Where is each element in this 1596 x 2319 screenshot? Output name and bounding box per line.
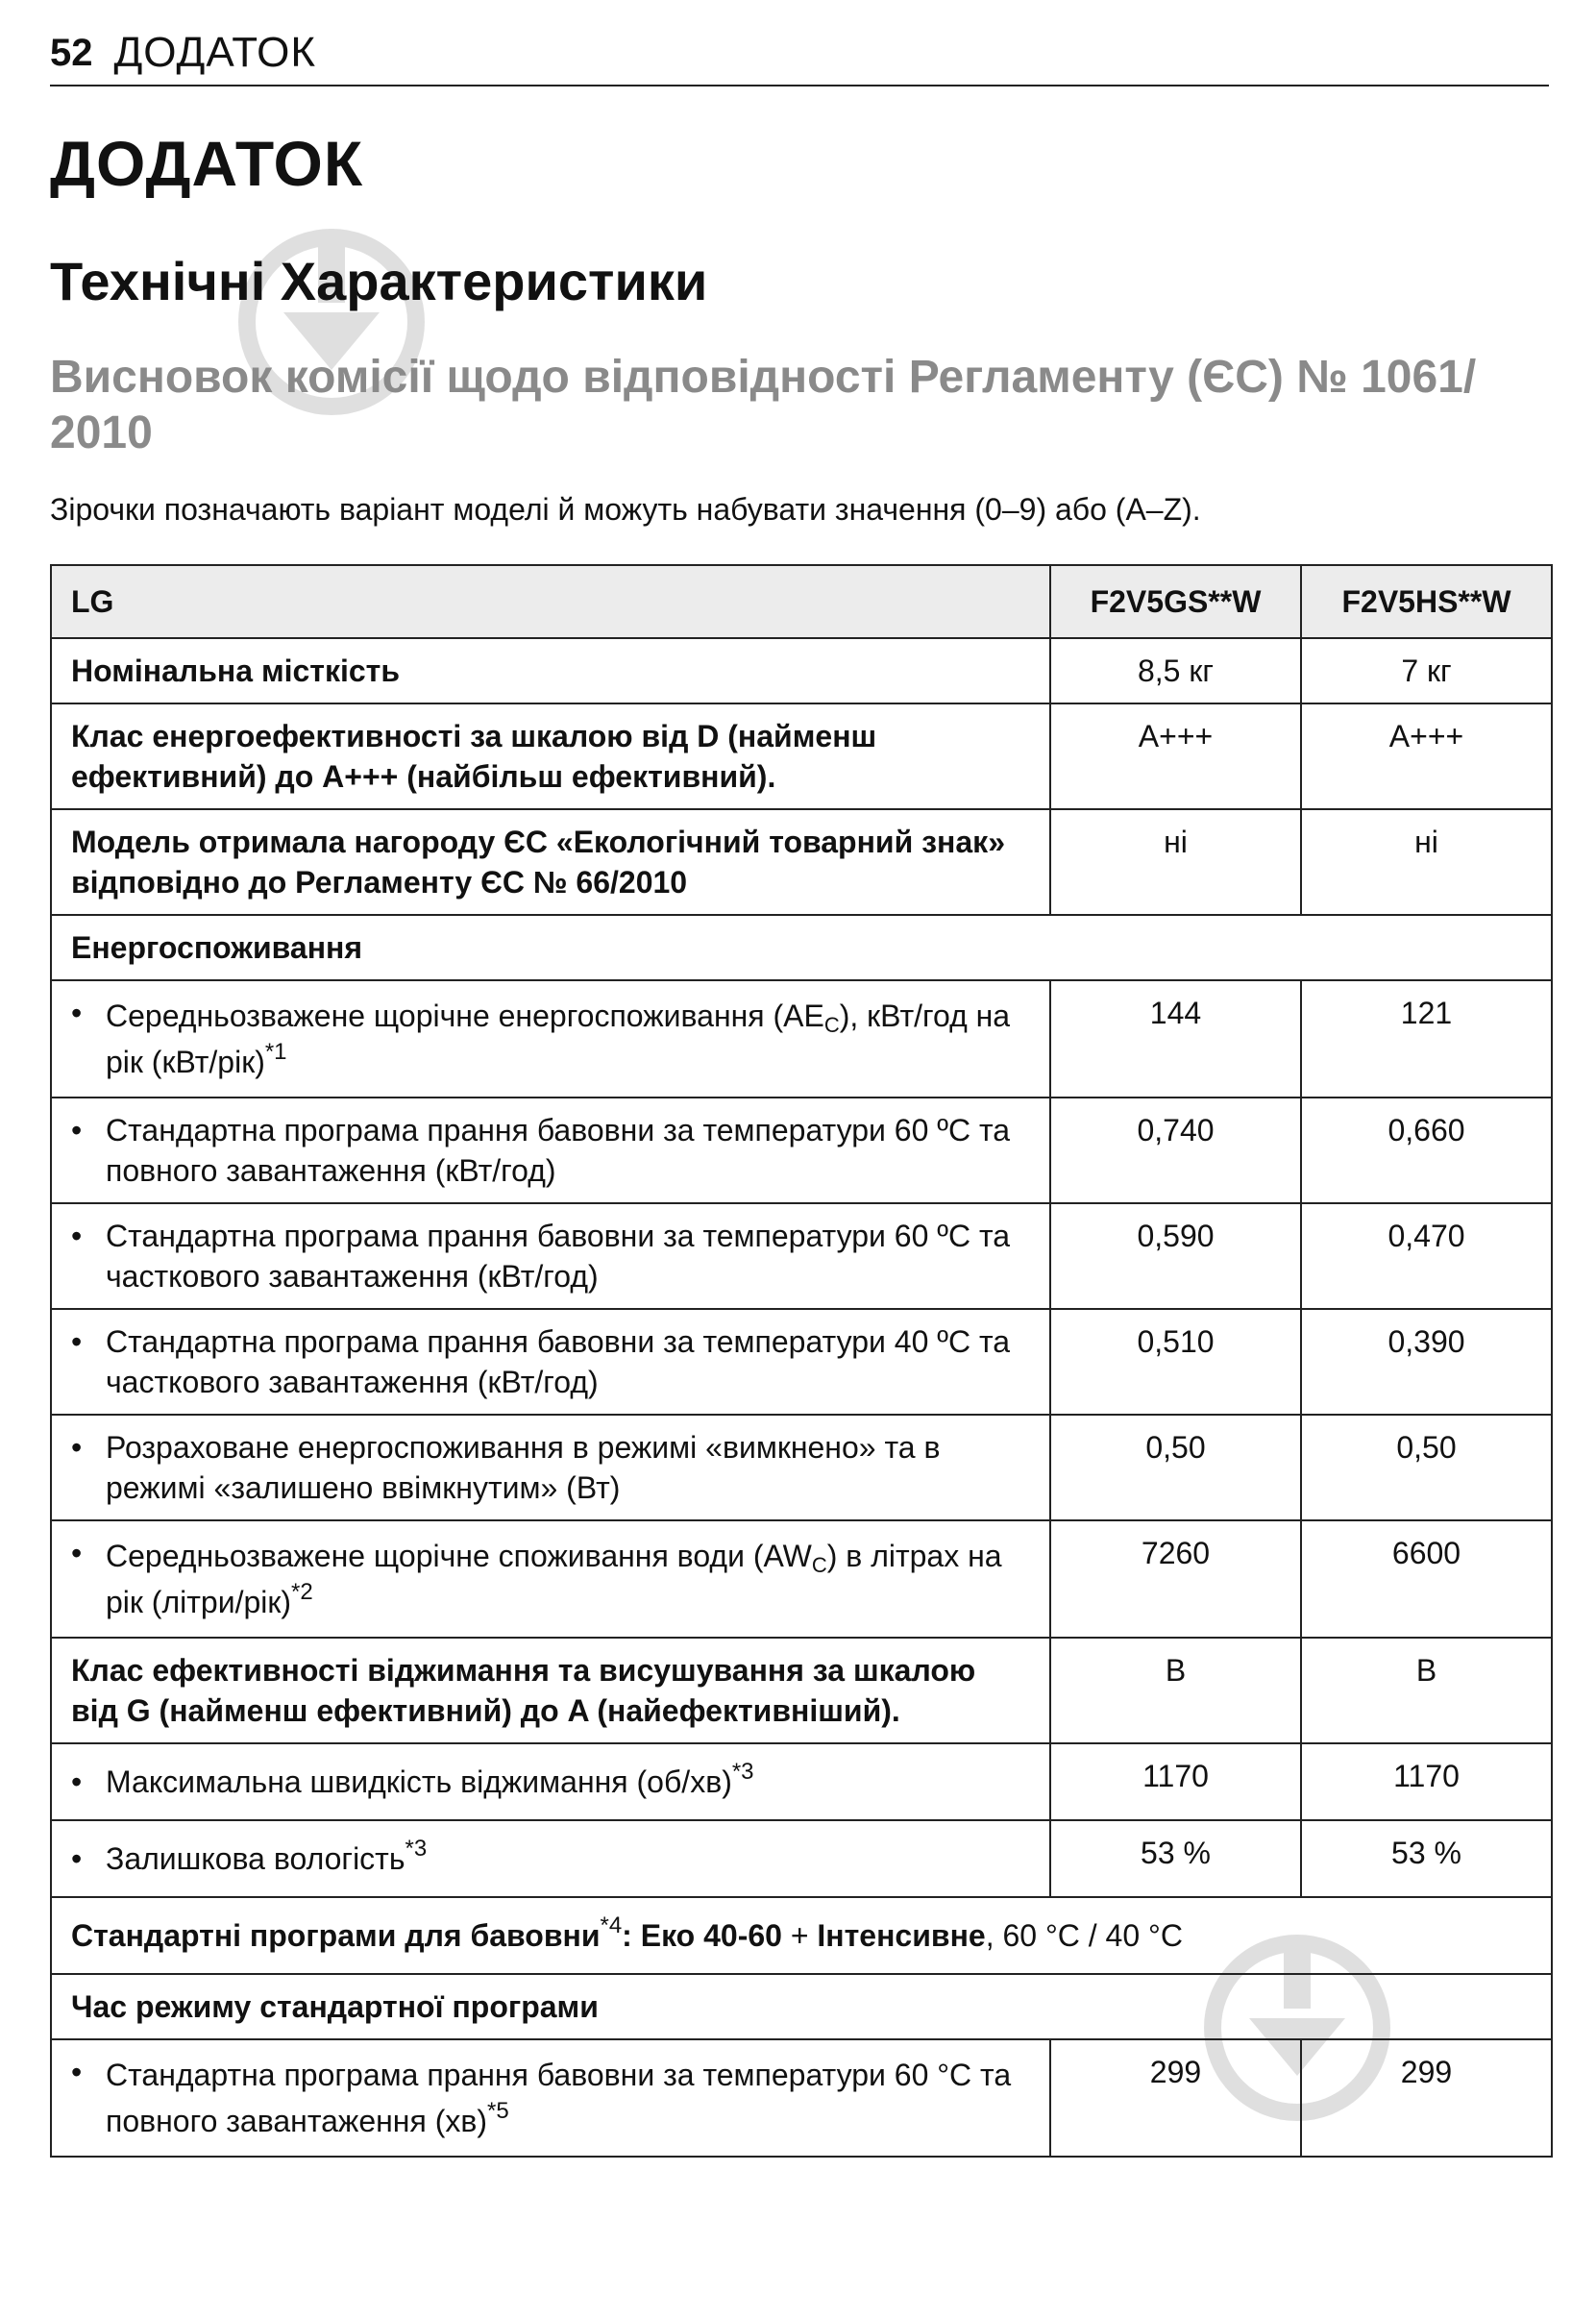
bullet-icon: • (71, 1841, 83, 1876)
table-row (51, 1415, 1552, 1520)
row-value-model1: ні (1050, 809, 1301, 915)
model1-header-cell: F2V5GS**W (1050, 565, 1301, 638)
bullet-icon: • (71, 1113, 83, 1147)
row-value-model2: 0,470 (1301, 1203, 1552, 1309)
row-value-model1: 0,590 (1050, 1203, 1301, 1309)
table-row (51, 1203, 1552, 1309)
subsection-title: Висновок комісії щодо відповідності Регламенту (ЄС) № 1061/ 2010 (50, 352, 1477, 458)
row-label: • Стандартна програма прання бавовни за температури 60 ºC та часткового завантаження (кВт/год) (51, 1203, 1050, 1309)
footnote-ref: *2 (291, 1579, 313, 1605)
row-label: • Середньозважене щорічне споживання води $(AW_C)$ в літрах на рік (літри/рік)$^{*2}$ (51, 1520, 1050, 1638)
row-value-model1: 0,510 (1050, 1309, 1301, 1415)
running-title: ДОДАТОК (113, 29, 317, 76)
row-value-model2: 299 (1301, 2039, 1552, 2157)
bullet-icon: • (71, 1219, 83, 1253)
row-value-model1: 299 (1050, 2039, 1301, 2157)
row-label: • Середньозважене щорічне енергоспоживання $(AE_C)$, кВт/год на рік $(кВт/рік)^{*1}$ (51, 980, 1050, 1098)
row-value-model1: B (1050, 1638, 1301, 1743)
row-label: • Стандартна програма прання бавовни за температури 60 ºC та повного завантаження (кВт/год) (51, 1098, 1050, 1203)
row-label: • Розраховане енергоспоживання в режимі «вимкнено» та в режимі «залишено ввімкнутим» (Вт) (51, 1415, 1050, 1520)
footnote-ref: *4 (600, 1912, 623, 1938)
row-label: Модель отримала нагороду ЄС «Екологічний товарний знак» відповідно до Регламенту ЄС № 66/2010 (51, 809, 1050, 915)
model-variant-note: Зірочки позначають варіант моделі й можуть набувати значення (0–9) або (A–Z). (50, 492, 1201, 527)
page-header (50, 21, 1549, 86)
row-value-model1: 53 % (1050, 1820, 1301, 1897)
row-value-model1: 0,740 (1050, 1098, 1301, 1203)
row-value-model2: ні (1301, 809, 1552, 915)
row-label: • Максимальна швидкість віджимання $(об/хв)^{*3}$ (51, 1743, 1050, 1820)
row-value-model2: 0,660 (1301, 1098, 1552, 1203)
table-row (51, 1520, 1552, 1638)
row-value-model1: 8,5 кг (1050, 638, 1301, 703)
table-section-row (51, 1897, 1552, 1974)
table-row (51, 2039, 1552, 2157)
table-header-row (51, 565, 1552, 638)
row-label: • Залишкова вологість$^{*3}$ (51, 1820, 1050, 1897)
table-row (51, 638, 1552, 703)
row-label: Клас ефективності віджимання та висушування за шкалою від G (найменш ефективний) до A (найефективніший). (51, 1638, 1050, 1743)
bullet-icon: • (71, 1764, 83, 1799)
spec-table (50, 564, 1553, 2158)
standard-programs-cell: Стандартні програми для бавовни$^{*4}$: Еко 40-60 + Інтенсивне, 60 °C / 40 °C (51, 1897, 1552, 1974)
section-label: Час режиму стандартної програми (51, 1974, 1552, 2039)
brand-header-cell: LG (51, 565, 1050, 638)
page-title: ДОДАТОК (50, 128, 364, 199)
page-number: 52 (50, 31, 93, 74)
row-label: Клас енергоефективності за шкалою від D (найменш ефективний) до A+++ (найбільш ефективний). (51, 703, 1050, 809)
table-row (51, 703, 1552, 809)
section-title: Технічні Характеристики (50, 251, 708, 311)
table-section-row (51, 1974, 1552, 2039)
row-value-model2: 0,390 (1301, 1309, 1552, 1415)
row-value-model2: A+++ (1301, 703, 1552, 809)
footnote-ref: *3 (405, 1836, 428, 1862)
row-label: Номінальна місткість (51, 638, 1050, 703)
row-value-model2: B (1301, 1638, 1552, 1743)
bullet-icon: • (71, 1324, 83, 1359)
table-row (51, 1098, 1552, 1203)
row-value-model1: 0,50 (1050, 1415, 1301, 1520)
table-row (51, 1638, 1552, 1743)
bullet-icon: • (71, 1430, 83, 1465)
row-value-model1: 7260 (1050, 1520, 1301, 1638)
section-label: Енергоспоживання (51, 915, 1552, 980)
table-section-row (51, 915, 1552, 980)
row-value-model2: 53 % (1301, 1820, 1552, 1897)
model2-header-cell: F2V5HS**W (1301, 565, 1552, 638)
footnote-ref: *5 (487, 2098, 509, 2124)
row-value-model1: 144 (1050, 980, 1301, 1098)
bullet-icon: • (71, 1536, 83, 1570)
row-value-model2: 7 кг (1301, 638, 1552, 703)
bullet-icon: • (71, 2055, 83, 2089)
table-row (51, 1820, 1552, 1897)
row-value-model1: A+++ (1050, 703, 1301, 809)
table-row (51, 1743, 1552, 1820)
row-value-model2: 6600 (1301, 1520, 1552, 1638)
row-value-model2: 121 (1301, 980, 1552, 1098)
table-row (51, 1309, 1552, 1415)
row-value-model1: 1170 (1050, 1743, 1301, 1820)
row-label: • Стандартна програма прання бавовни за температури 40 ºC та часткового завантаження (кВт/год) (51, 1309, 1050, 1415)
table-row (51, 980, 1552, 1098)
footnote-ref: *1 (264, 1039, 287, 1065)
row-value-model2: 0,50 (1301, 1415, 1552, 1520)
footnote-ref: *3 (731, 1759, 754, 1785)
table-row (51, 809, 1552, 915)
bullet-icon: • (71, 996, 83, 1030)
row-label: • Стандартна програма прання бавовни за температури 60 °C та повного завантаження (хв)$^{*5}$ (51, 2039, 1050, 2157)
row-value-model2: 1170 (1301, 1743, 1552, 1820)
